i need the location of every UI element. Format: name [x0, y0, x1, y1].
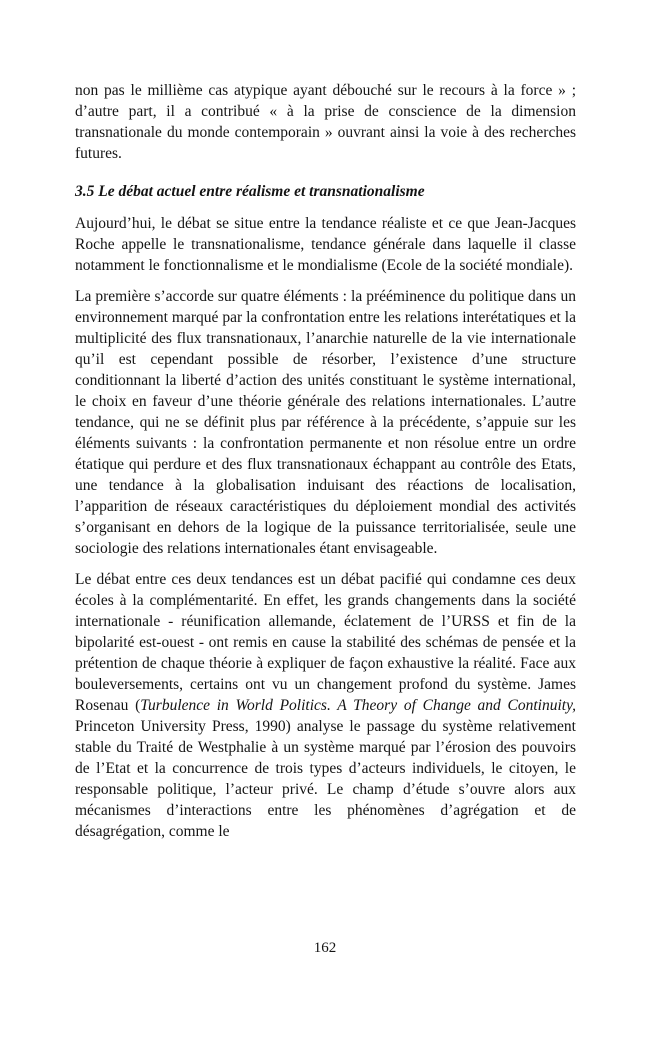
paragraph-introduction: Aujourd’hui, le débat se situe entre la tendance réaliste et ce que Jean-Jacques Roche appelle le transnationalisme, tendance générale dans laquelle il classe notamment le fonctionnalisme et le mondialisme (Ecole de la société mondiale). [75, 215, 576, 274]
paragraph-continuation: non pas le millième cas atypique ayant débouché sur le recours à la force » ; d’autre part, il a contribué « à la prise de conscience de la dimension transnationale du monde contemporain » ouvrant ainsi la voie à des recherches futures. [75, 82, 576, 162]
page-number: 162 [313, 940, 337, 956]
book-title-italic: Turbulence in World Politics. A Theory of Change and Continuity, [140, 697, 576, 714]
section-heading: 3.5 Le débat actuel entre réalisme et transnationalisme [75, 183, 425, 200]
paragraph-debat-text-after: Princeton University Press, 1990) analyse le passage du système relativement stable du Traité de Westphalie à un système marqué par l’érosion des pouvoirs de l’Etat et la concurrence de trois types d’acteurs individuels, le citoyen, le responsable politique, l’acteur privé. Le champ d’étude s’ouvre alors aux mécanismes d’interactions entre les phénomènes d’agrégation et de désagrégation, comme le [75, 718, 576, 840]
paragraph-tendances: La première s’accorde sur quatre éléments : la prééminence du politique dans un environnement marqué par la confrontation entre les relations interétatiques et la multiplicité des flux transnationaux, l’anarchie naturelle de la vie internationale qu’il est cependant possible de résorber, l’existence d’une structure conditionnant la liberté d’action des unités constituant le système international, le choix en faveur d’une théorie générale des relations internationales. L’autre tendance, qui ne se définit plus par référence à la précédente, s’appuie sur les éléments suivants : la confrontation permanente et non résolue entre un ordre étatique qui perdure et des flux transnationaux échappant au contrôle des Etats, une tendance à la globalisation induisant des réactions de localisation, l’apparition de réseaux caractéristiques du déploiement mondial des activités s’organisant en dehors de la logique de la puissance territorialisée, seule une sociologie des relations internationales étant envisageable. [75, 288, 576, 557]
paragraph-debat-text-before: Le débat entre ces deux tendances est un débat pacifié qui condamne ces deux écoles à la complémentarité. En effet, les grands changements dans la société internationale - réunification allemande, éclatement de l’URSS et fin de la bipolarité est-ouest - ont remis en cause la stabilité des schémas de pensée et la prétention de chaque théorie à expliquer de façon exhaustive la réalité. Face aux bouleversements, certains ont vu un changement profond du système. James Rosenau ( [75, 571, 576, 714]
paragraph-debat [75, 569, 576, 842]
